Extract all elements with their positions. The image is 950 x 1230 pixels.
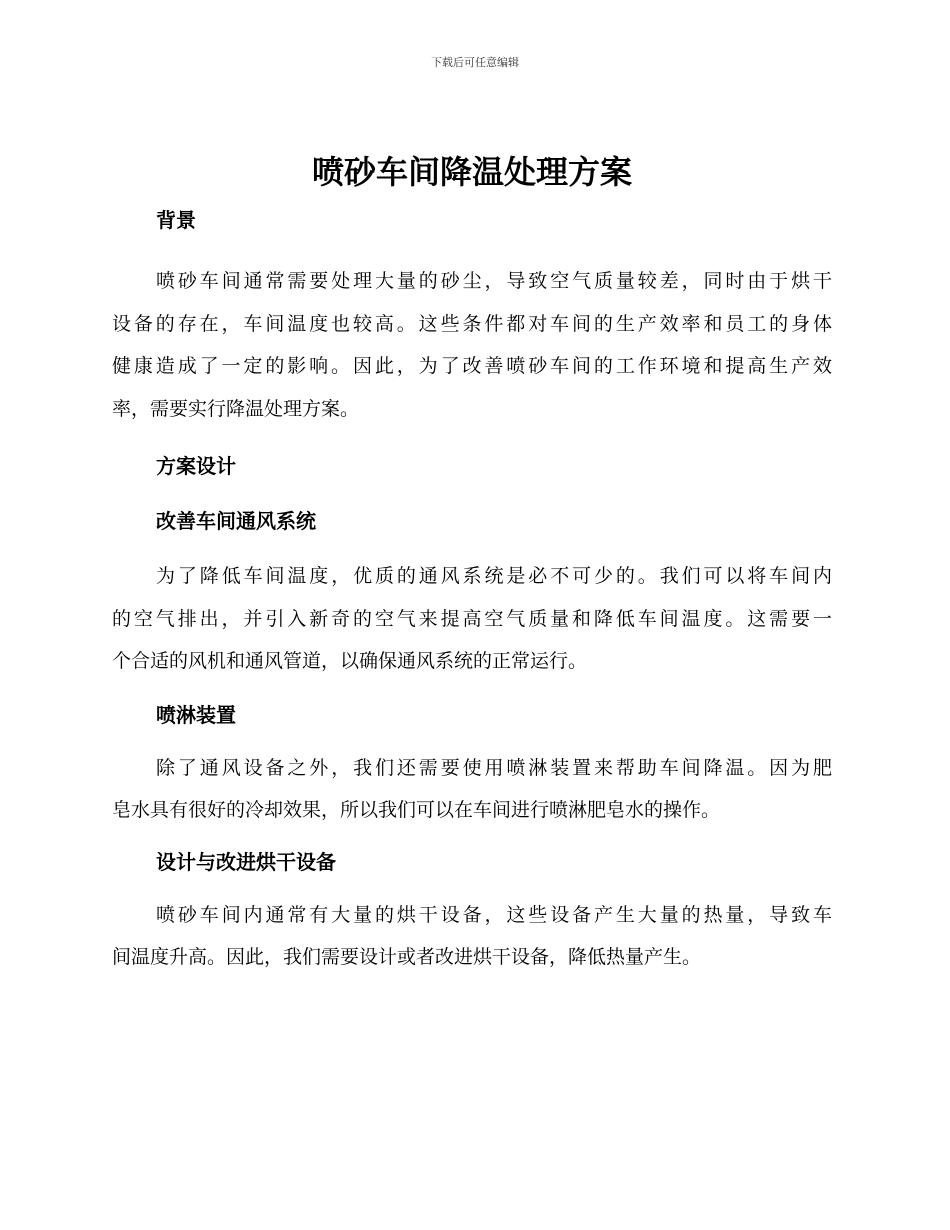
paragraph-line: 为了降低车间温度，优质的通风系统是必不可少的。我们可以将车间内 bbox=[156, 565, 832, 587]
paragraph-line: 设备的存在，车间温度也较高。这些条件都对车间的生产效率和员工的身体 bbox=[112, 312, 832, 335]
paragraph-background bbox=[112, 260, 832, 430]
paragraph-ventilation bbox=[112, 555, 832, 683]
paragraph-dryer bbox=[112, 894, 832, 979]
paragraph-line: 率，需要实行降温处理方案。 bbox=[112, 397, 360, 420]
paragraph-line: 喷砂车间通常需要处理大量的砂尘，导致空气质量较差，同时由于烘干 bbox=[156, 270, 832, 292]
paragraph-line: 间温度升高。因此，我们需要设计或者改进烘干设备，降低热量产生。 bbox=[112, 946, 702, 968]
document-body bbox=[112, 150, 832, 979]
paragraph-line: 喷砂车间内通常有大量的烘干设备，这些设备产生大量的热量，导致车 bbox=[156, 903, 832, 926]
section-heading-design: 方案设计 bbox=[156, 454, 236, 478]
paragraph-line: 皂水具有很好的冷却效果，所以我们可以在车间进行喷淋肥皂水的操作。 bbox=[112, 799, 721, 821]
section-heading-dryer: 设计与改进烘干设备 bbox=[156, 849, 336, 874]
paragraph-line: 的空气排出，并引入新奇的空气来提高空气质量和降低车间温度。这需要一 bbox=[112, 607, 832, 630]
paragraph-line: 健康造成了一定的影响。因此，为了改善喷砂车间的工作环境和提高生产效 bbox=[112, 355, 832, 377]
paragraph-spray bbox=[112, 747, 832, 832]
section-heading-spray: 喷淋装置 bbox=[156, 702, 236, 727]
page-header-note: 下载后可任意编辑 bbox=[431, 56, 519, 69]
section-heading-background: 背景 bbox=[156, 208, 196, 232]
paragraph-line: 除了通风设备之外，我们还需要使用喷淋装置来帮助车间降温。因为肥 bbox=[156, 756, 832, 779]
document-title: 喷砂车间降温处理方案 bbox=[311, 153, 632, 191]
section-heading-ventilation: 改善车间通风系统 bbox=[156, 509, 316, 533]
paragraph-line: 个合适的风机和通风管道，以确保通风系统的正常运行。 bbox=[112, 650, 588, 672]
